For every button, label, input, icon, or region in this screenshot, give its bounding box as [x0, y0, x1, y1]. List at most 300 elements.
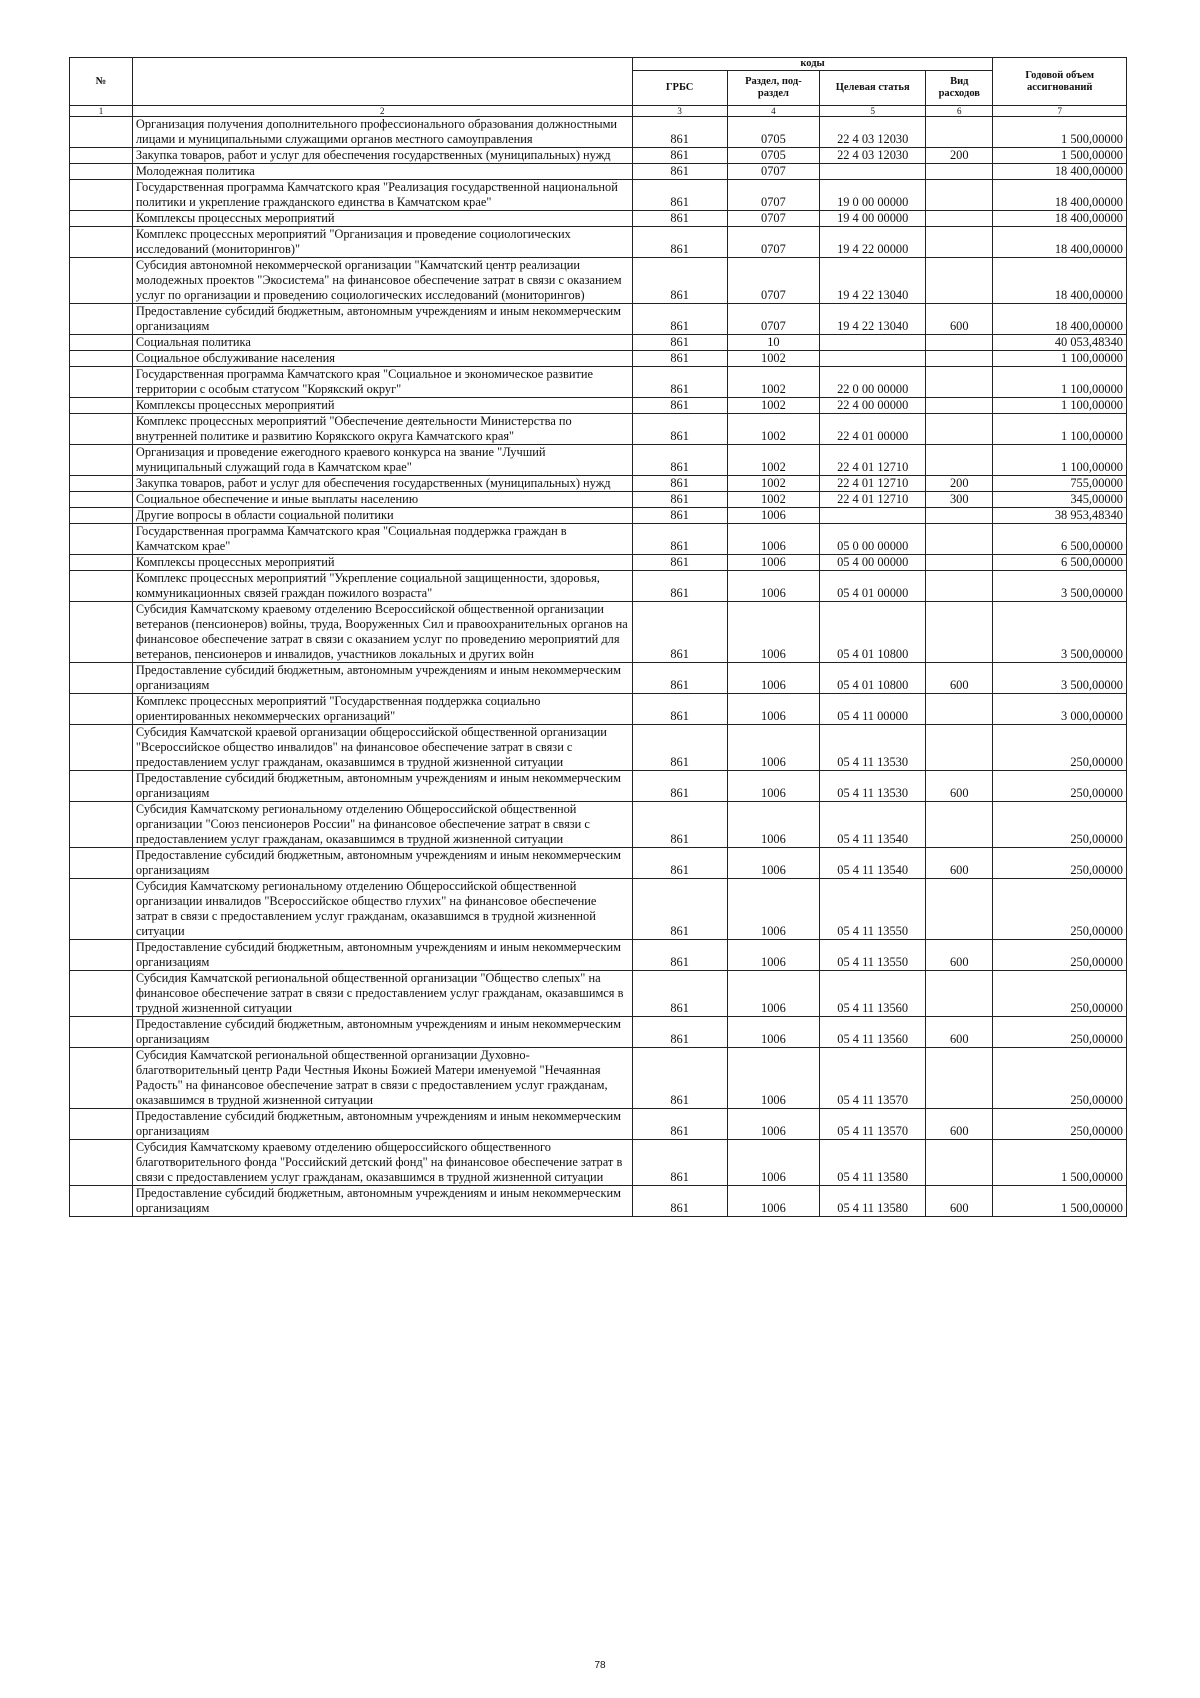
target-item-code: 05 4 11 13530 — [820, 771, 926, 802]
section-code: 1006 — [727, 771, 820, 802]
expenditure-name: Другие вопросы в области социальной политики — [132, 508, 632, 524]
grbs-code: 861 — [632, 367, 727, 398]
section-code: 1006 — [727, 1017, 820, 1048]
row-number — [70, 940, 133, 971]
annual-amount: 3 500,00000 — [993, 602, 1127, 663]
section-code: 1006 — [727, 508, 820, 524]
table-row — [70, 1186, 1127, 1217]
annual-amount: 345,00000 — [993, 492, 1127, 508]
grbs-code: 861 — [632, 164, 727, 180]
annual-amount: 3 000,00000 — [993, 694, 1127, 725]
section-code: 1002 — [727, 367, 820, 398]
annual-amount: 18 400,00000 — [993, 164, 1127, 180]
grbs-code: 861 — [632, 180, 727, 211]
grbs-code: 861 — [632, 148, 727, 164]
table-header — [70, 58, 1127, 117]
row-number — [70, 524, 133, 555]
annual-amount: 1 100,00000 — [993, 351, 1127, 367]
section-code: 0707 — [727, 211, 820, 227]
target-item-code: 22 4 01 12710 — [820, 476, 926, 492]
table-row — [70, 180, 1127, 211]
header-codes: коды — [632, 58, 993, 71]
expense-type-code: 600 — [926, 940, 993, 971]
target-item-code: 22 0 00 00000 — [820, 367, 926, 398]
expenditure-name: Субсидия автономной некоммерческой организации "Камчатский центр реализации молодежных проектов "Экосистема" на финансовое обеспечение затрат в связи с оказанием услуг по организации и проведению социологических исследований (мониторингов) — [132, 258, 632, 304]
expenditure-name: Социальная политика — [132, 335, 632, 351]
expenditure-name: Комплексы процессных мероприятий — [132, 398, 632, 414]
expense-type-code — [926, 180, 993, 211]
annual-amount: 1 100,00000 — [993, 445, 1127, 476]
expense-type-code: 600 — [926, 1017, 993, 1048]
table-row — [70, 304, 1127, 335]
table-row — [70, 211, 1127, 227]
expense-type-code — [926, 335, 993, 351]
table-row — [70, 148, 1127, 164]
expense-type-code — [926, 971, 993, 1017]
annual-amount: 18 400,00000 — [993, 227, 1127, 258]
expenditure-name: Комплекс процессных мероприятий "Организация и проведение социологических исследований (мониторингов)" — [132, 227, 632, 258]
section-code: 1006 — [727, 879, 820, 940]
table-row — [70, 351, 1127, 367]
target-item-code: 05 4 11 13570 — [820, 1048, 926, 1109]
target-item-code: 19 4 00 00000 — [820, 211, 926, 227]
row-number — [70, 555, 133, 571]
section-code: 1006 — [727, 940, 820, 971]
expenditure-name: Субсидия Камчатскому региональному отделению Общероссийской общественной организации инвалидов "Всероссийское общество глухих" на финансовое обеспечение затрат в связи с предоставлением услуг гражданам, оказавшимся в трудной жизненной ситуации — [132, 879, 632, 940]
section-code: 0705 — [727, 117, 820, 148]
target-item-code: 19 4 22 13040 — [820, 304, 926, 335]
expense-type-code: 200 — [926, 148, 993, 164]
table-row — [70, 602, 1127, 663]
grbs-code: 861 — [632, 555, 727, 571]
header-expense-type: Вид расходов — [926, 71, 993, 106]
expense-type-code — [926, 508, 993, 524]
expenditure-name: Закупка товаров, работ и услуг для обеспечения государственных (муниципальных) нужд — [132, 476, 632, 492]
section-code: 1006 — [727, 524, 820, 555]
expenditure-name: Организация получения дополнительного профессионального образования должностными лицами и муниципальными служащими органов местного самоуправления — [132, 117, 632, 148]
section-code: 1002 — [727, 351, 820, 367]
annual-amount: 250,00000 — [993, 879, 1127, 940]
row-number — [70, 1109, 133, 1140]
expenditure-name: Комплексы процессных мероприятий — [132, 555, 632, 571]
row-number — [70, 258, 133, 304]
row-number — [70, 1140, 133, 1186]
annual-amount: 250,00000 — [993, 971, 1127, 1017]
annual-amount: 38 953,48340 — [993, 508, 1127, 524]
row-number — [70, 414, 133, 445]
target-item-code: 05 4 01 00000 — [820, 571, 926, 602]
section-code: 0707 — [727, 258, 820, 304]
grbs-code: 861 — [632, 1140, 727, 1186]
target-item-code: 19 4 22 00000 — [820, 227, 926, 258]
section-code: 1006 — [727, 602, 820, 663]
expenditure-name: Предоставление субсидий бюджетным, автономным учреждениям и иным некоммерческим организациям — [132, 940, 632, 971]
table-row — [70, 1048, 1127, 1109]
target-item-code: 22 4 01 00000 — [820, 414, 926, 445]
expenditure-name: Субсидия Камчатскому региональному отделению Общероссийской общественной организации "Союз пенсионеров России" на финансовое обеспечение затрат в связи с предоставлением услуг гражданам, оказавшимся в трудной жизненной ситуации — [132, 802, 632, 848]
row-number — [70, 879, 133, 940]
section-code: 1006 — [727, 1140, 820, 1186]
grbs-code: 861 — [632, 694, 727, 725]
expense-type-code — [926, 1048, 993, 1109]
grbs-code: 861 — [632, 663, 727, 694]
annual-amount: 755,00000 — [993, 476, 1127, 492]
column-number: 4 — [727, 106, 820, 117]
section-code: 1002 — [727, 445, 820, 476]
table-row — [70, 398, 1127, 414]
grbs-code: 861 — [632, 725, 727, 771]
expenditure-name: Комплекс процессных мероприятий "Государственная поддержка социально ориентированных некоммерческих организаций" — [132, 694, 632, 725]
grbs-code: 861 — [632, 211, 727, 227]
annual-amount: 18 400,00000 — [993, 304, 1127, 335]
expense-type-code: 600 — [926, 663, 993, 694]
annual-amount: 1 500,00000 — [993, 148, 1127, 164]
column-number: 5 — [820, 106, 926, 117]
annual-amount: 18 400,00000 — [993, 211, 1127, 227]
section-code: 1006 — [727, 555, 820, 571]
section-code: 1002 — [727, 414, 820, 445]
section-code: 0705 — [727, 148, 820, 164]
grbs-code: 861 — [632, 1017, 727, 1048]
annual-amount: 3 500,00000 — [993, 663, 1127, 694]
expenditure-name: Субсидия Камчатской краевой организации общероссийской общественной организации "Всероссийское общество инвалидов" на финансовое обеспечение затрат в связи с предоставлением услуг гражданам, оказавшимся в трудной жизненной ситуации — [132, 725, 632, 771]
table-row — [70, 571, 1127, 602]
expenditure-name: Комплексы процессных мероприятий — [132, 211, 632, 227]
grbs-code: 861 — [632, 335, 727, 351]
expense-type-code — [926, 164, 993, 180]
expenditure-name: Предоставление субсидий бюджетным, автономным учреждениям и иным некоммерческим организациям — [132, 848, 632, 879]
header-section: Раздел, под-раздел — [727, 71, 820, 106]
grbs-code: 861 — [632, 414, 727, 445]
grbs-code: 861 — [632, 602, 727, 663]
expense-type-code — [926, 258, 993, 304]
expense-type-code — [926, 445, 993, 476]
section-code: 0707 — [727, 180, 820, 211]
column-number: 6 — [926, 106, 993, 117]
row-number — [70, 508, 133, 524]
section-code: 1006 — [727, 1048, 820, 1109]
expense-type-code — [926, 602, 993, 663]
appropriations-table — [69, 57, 1127, 1217]
grbs-code: 861 — [632, 771, 727, 802]
expense-type-code — [926, 351, 993, 367]
expense-type-code — [926, 414, 993, 445]
row-number — [70, 180, 133, 211]
row-number — [70, 148, 133, 164]
table-row — [70, 1017, 1127, 1048]
section-code: 0707 — [727, 227, 820, 258]
table-row — [70, 524, 1127, 555]
target-item-code: 05 4 11 13580 — [820, 1140, 926, 1186]
expense-type-code: 600 — [926, 848, 993, 879]
expense-type-code — [926, 1140, 993, 1186]
target-item-code: 05 0 00 00000 — [820, 524, 926, 555]
target-item-code: 22 4 01 12710 — [820, 492, 926, 508]
grbs-code: 861 — [632, 117, 727, 148]
table-row — [70, 971, 1127, 1017]
grbs-code: 861 — [632, 879, 727, 940]
expense-type-code — [926, 367, 993, 398]
expenditure-name: Субсидия Камчатскому краевому отделению общероссийского общественного благотворительного фонда "Российский детский фонд" на финансовое обеспечение затрат в связи с предоставлением услуг гражданам, оказавшимся в трудной жизненной ситуации — [132, 1140, 632, 1186]
table-row — [70, 335, 1127, 351]
expenditure-name: Государственная программа Камчатского края "Реализация государственной национальной политики и укрепление гражданского единства в Камчатском крае" — [132, 180, 632, 211]
target-item-code: 05 4 11 13560 — [820, 1017, 926, 1048]
target-item-code: 22 4 03 12030 — [820, 117, 926, 148]
expense-type-code: 600 — [926, 771, 993, 802]
annual-amount: 1 100,00000 — [993, 367, 1127, 398]
section-code: 1002 — [727, 476, 820, 492]
target-item-code: 05 4 11 13570 — [820, 1109, 926, 1140]
expenditure-name: Закупка товаров, работ и услуг для обеспечения государственных (муниципальных) нужд — [132, 148, 632, 164]
grbs-code: 861 — [632, 848, 727, 879]
expenditure-name: Предоставление субсидий бюджетным, автономным учреждениям и иным некоммерческим организациям — [132, 771, 632, 802]
annual-amount: 1 500,00000 — [993, 1186, 1127, 1217]
row-number — [70, 304, 133, 335]
grbs-code: 861 — [632, 445, 727, 476]
annual-amount: 250,00000 — [993, 1017, 1127, 1048]
row-number — [70, 211, 133, 227]
table-row — [70, 476, 1127, 492]
table-row — [70, 508, 1127, 524]
expenditure-name: Государственная программа Камчатского края "Социальное и экономическое развитие территории с особым статусом "Корякский округ" — [132, 367, 632, 398]
expense-type-code — [926, 117, 993, 148]
header-grbs: ГРБС — [632, 71, 727, 106]
expense-type-code — [926, 398, 993, 414]
expense-type-code: 600 — [926, 1186, 993, 1217]
table-row — [70, 663, 1127, 694]
expense-type-code — [926, 694, 993, 725]
expense-type-code — [926, 211, 993, 227]
section-code: 10 — [727, 335, 820, 351]
target-item-code: 05 4 01 10800 — [820, 602, 926, 663]
target-item-code — [820, 351, 926, 367]
target-item-code: 05 4 11 00000 — [820, 694, 926, 725]
section-code: 1006 — [727, 1109, 820, 1140]
row-number — [70, 398, 133, 414]
row-number — [70, 848, 133, 879]
expenditure-name: Социальное обслуживание населения — [132, 351, 632, 367]
target-item-code: 05 4 01 10800 — [820, 663, 926, 694]
expenditure-name: Предоставление субсидий бюджетным, автономным учреждениям и иным некоммерческим организациям — [132, 1017, 632, 1048]
expenditure-name: Комплекс процессных мероприятий "Обеспечение деятельности Министерства по внутренней политике и развитию Корякского округа Камчатского края" — [132, 414, 632, 445]
row-number — [70, 571, 133, 602]
grbs-code: 861 — [632, 258, 727, 304]
expense-type-code — [926, 802, 993, 848]
grbs-code: 861 — [632, 227, 727, 258]
target-item-code: 19 4 22 13040 — [820, 258, 926, 304]
expenditure-name: Молодежная политика — [132, 164, 632, 180]
expense-type-code — [926, 227, 993, 258]
section-code: 1002 — [727, 492, 820, 508]
row-number — [70, 694, 133, 725]
header-target-item: Целевая статья — [820, 71, 926, 106]
annual-amount: 250,00000 — [993, 725, 1127, 771]
grbs-code: 861 — [632, 524, 727, 555]
target-item-code: 22 4 01 12710 — [820, 445, 926, 476]
grbs-code: 861 — [632, 492, 727, 508]
annual-amount: 40 053,48340 — [993, 335, 1127, 351]
expense-type-code — [926, 879, 993, 940]
row-number — [70, 1048, 133, 1109]
grbs-code: 861 — [632, 971, 727, 1017]
annual-amount: 3 500,00000 — [993, 571, 1127, 602]
expenditure-name: Социальное обеспечение и иные выплаты населению — [132, 492, 632, 508]
table-row — [70, 367, 1127, 398]
annual-amount: 18 400,00000 — [993, 180, 1127, 211]
row-number — [70, 802, 133, 848]
table-row — [70, 445, 1127, 476]
row-number — [70, 663, 133, 694]
row-number — [70, 771, 133, 802]
table-row — [70, 117, 1127, 148]
expenditure-name: Предоставление субсидий бюджетным, автономным учреждениям и иным некоммерческим организациям — [132, 1186, 632, 1217]
expenditure-name: Субсидия Камчатскому краевому отделению Всероссийской общественной организации ветеранов (пенсионеров) войны, труда, Вооруженных Сил и правоохранительных органов на финансовое обеспечение затрат в связи с оказанием услуг по проведению мероприятий для ветеранов, пенсионеров и инвалидов, участников локальных и других войн — [132, 602, 632, 663]
expenditure-name: Организация и проведение ежегодного краевого конкурса на звание "Лучший муниципальный служащий года в Камчатском крае" — [132, 445, 632, 476]
row-number — [70, 971, 133, 1017]
section-code: 1006 — [727, 694, 820, 725]
target-item-code: 05 4 11 13560 — [820, 971, 926, 1017]
target-item-code: 22 4 03 12030 — [820, 148, 926, 164]
page-number: 78 — [594, 1660, 606, 1671]
table-row — [70, 414, 1127, 445]
section-code: 1006 — [727, 725, 820, 771]
grbs-code: 861 — [632, 940, 727, 971]
table-row — [70, 1140, 1127, 1186]
target-item-code — [820, 508, 926, 524]
grbs-code: 861 — [632, 508, 727, 524]
target-item-code: 22 4 00 00000 — [820, 398, 926, 414]
row-number — [70, 227, 133, 258]
expense-type-code: 200 — [926, 476, 993, 492]
column-number: 2 — [132, 106, 632, 117]
column-number-row — [70, 106, 1127, 117]
section-code: 1006 — [727, 571, 820, 602]
table-body — [70, 117, 1127, 1217]
annual-amount: 1 500,00000 — [993, 1140, 1127, 1186]
row-number — [70, 725, 133, 771]
target-item-code — [820, 164, 926, 180]
header-name — [132, 58, 632, 106]
section-code: 1006 — [727, 1186, 820, 1217]
annual-amount: 250,00000 — [993, 940, 1127, 971]
annual-amount: 250,00000 — [993, 1048, 1127, 1109]
header-num: № — [70, 58, 133, 106]
target-item-code: 05 4 11 13580 — [820, 1186, 926, 1217]
table-row — [70, 164, 1127, 180]
section-code: 1006 — [727, 802, 820, 848]
target-item-code: 05 4 11 13540 — [820, 802, 926, 848]
table-row — [70, 725, 1127, 771]
grbs-code: 861 — [632, 1048, 727, 1109]
expense-type-code — [926, 524, 993, 555]
expense-type-code: 300 — [926, 492, 993, 508]
row-number — [70, 367, 133, 398]
column-number: 7 — [993, 106, 1127, 117]
table-row — [70, 694, 1127, 725]
annual-amount: 1 100,00000 — [993, 414, 1127, 445]
row-number — [70, 1186, 133, 1217]
grbs-code: 861 — [632, 1186, 727, 1217]
expenditure-name: Предоставление субсидий бюджетным, автономным учреждениям и иным некоммерческим организациям — [132, 663, 632, 694]
row-number — [70, 492, 133, 508]
expense-type-code — [926, 571, 993, 602]
annual-amount: 250,00000 — [993, 802, 1127, 848]
table-row — [70, 940, 1127, 971]
annual-amount: 6 500,00000 — [993, 555, 1127, 571]
annual-amount: 250,00000 — [993, 848, 1127, 879]
expense-type-code — [926, 725, 993, 771]
grbs-code: 861 — [632, 398, 727, 414]
column-number: 1 — [70, 106, 133, 117]
annual-amount: 18 400,00000 — [993, 258, 1127, 304]
table-row — [70, 1109, 1127, 1140]
grbs-code: 861 — [632, 304, 727, 335]
expense-type-code: 600 — [926, 304, 993, 335]
annual-amount: 1 500,00000 — [993, 117, 1127, 148]
row-number — [70, 476, 133, 492]
expenditure-name: Предоставление субсидий бюджетным, автономным учреждениям и иным некоммерческим организациям — [132, 304, 632, 335]
table-row — [70, 802, 1127, 848]
row-number — [70, 602, 133, 663]
grbs-code: 861 — [632, 1109, 727, 1140]
section-code: 0707 — [727, 304, 820, 335]
row-number — [70, 164, 133, 180]
annual-amount: 250,00000 — [993, 771, 1127, 802]
grbs-code: 861 — [632, 802, 727, 848]
table-row — [70, 227, 1127, 258]
annual-amount: 1 100,00000 — [993, 398, 1127, 414]
table-row — [70, 771, 1127, 802]
table-row — [70, 879, 1127, 940]
expense-type-code — [926, 555, 993, 571]
grbs-code: 861 — [632, 351, 727, 367]
expenditure-name: Субсидия Камчатской региональной общественной организации Духовно-благотворительный центр Ради Честныя Иконы Божией Матери именуемой "Нечаянная Радость" на финансовое обеспечение затрат в связи с предоставлением услуг гражданам, оказавшимся в трудной жизненной ситуации — [132, 1048, 632, 1109]
row-number — [70, 335, 133, 351]
section-code: 1002 — [727, 398, 820, 414]
table-row — [70, 492, 1127, 508]
header-annual-volume: Годовой объем ассигнований — [993, 58, 1127, 106]
target-item-code: 05 4 11 13540 — [820, 848, 926, 879]
expenditure-name: Государственная программа Камчатского края "Социальная поддержка граждан в Камчатском крае" — [132, 524, 632, 555]
expenditure-name: Предоставление субсидий бюджетным, автономным учреждениям и иным некоммерческим организациям — [132, 1109, 632, 1140]
expenditure-name: Комплекс процессных мероприятий "Укрепление социальной защищенности, здоровья, коммуникационных связей граждан пожилого возраста" — [132, 571, 632, 602]
column-number: 3 — [632, 106, 727, 117]
annual-amount: 250,00000 — [993, 1109, 1127, 1140]
grbs-code: 861 — [632, 476, 727, 492]
table-row — [70, 555, 1127, 571]
target-item-code: 05 4 00 00000 — [820, 555, 926, 571]
section-code: 1006 — [727, 971, 820, 1017]
row-number — [70, 1017, 133, 1048]
section-code: 0707 — [727, 164, 820, 180]
table-row — [70, 258, 1127, 304]
grbs-code: 861 — [632, 571, 727, 602]
row-number — [70, 117, 133, 148]
target-item-code — [820, 335, 926, 351]
table-row — [70, 848, 1127, 879]
expenditure-name: Субсидия Камчатской региональной общественной организации "Общество слепых" на финансовое обеспечение затрат в связи с предоставлением услуг гражданам, оказавшимся в трудной жизненной ситуации — [132, 971, 632, 1017]
target-item-code: 05 4 11 13550 — [820, 940, 926, 971]
row-number — [70, 351, 133, 367]
target-item-code: 05 4 11 13550 — [820, 879, 926, 940]
expense-type-code: 600 — [926, 1109, 993, 1140]
row-number — [70, 445, 133, 476]
annual-amount: 6 500,00000 — [993, 524, 1127, 555]
section-code: 1006 — [727, 663, 820, 694]
target-item-code: 05 4 11 13530 — [820, 725, 926, 771]
section-code: 1006 — [727, 848, 820, 879]
target-item-code: 19 0 00 00000 — [820, 180, 926, 211]
